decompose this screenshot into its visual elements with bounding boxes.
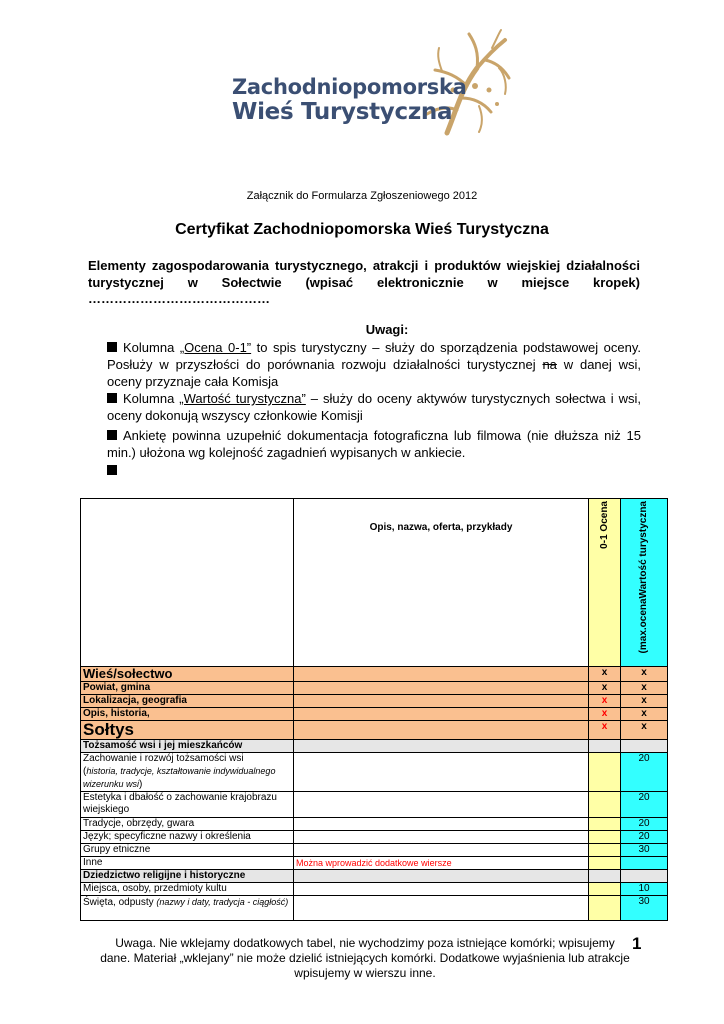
table-row — [81, 857, 668, 870]
value-cell: 10 — [621, 883, 668, 896]
section-cell — [294, 870, 589, 883]
row-label: Inne — [81, 857, 294, 870]
table-row — [81, 708, 668, 721]
section-cell — [621, 870, 668, 883]
value-cell: 30 — [621, 896, 668, 921]
intro-dots-field[interactable]: …………………………………… — [88, 291, 270, 306]
row-label: Grupy etniczne — [81, 844, 294, 857]
value-cell: 20 — [621, 818, 668, 831]
table-row — [81, 844, 668, 857]
score-cell: x — [589, 721, 621, 740]
intro-text: Elementy zagospodarowania turystycznego, atrakcji i produktów wiejskiej działalności turystycznej w Sołectwie (wpisać elektronicznie w miejsce kropek) — [88, 258, 640, 290]
value-cell: 30 — [621, 844, 668, 857]
value-cell: 20 — [621, 792, 668, 818]
table-row — [81, 831, 668, 844]
note-2-text-b: – służy do oceny aktywów turystycznych sołectwa i wsi, oceny dokonują wszyscy członkowie Komisji — [107, 391, 642, 423]
score-cell[interactable] — [589, 896, 621, 921]
value-cell: x — [621, 695, 668, 708]
table-row — [81, 896, 668, 921]
header-empty-cell — [81, 499, 294, 667]
note-1-text-b: to spis turystyczny – służy do sporządzenia podstawowej oceny. Posłuży w przyszłości do porównania rozwoju działalności turystycznej — [107, 340, 641, 372]
row-label: Powiat, gmina — [81, 682, 294, 695]
page-number: 1 — [632, 934, 642, 953]
row-label: Zachowanie i rozwój tożsamości wsi (historia, tradycje, kształtowanie indywidualnego wizerunku wsi) — [81, 753, 294, 792]
annex-label: Załącznik do Formularza Zgłoszeniowego 2012 — [246, 190, 478, 202]
section-label: Dziedzictwo religijne i historyczne — [81, 870, 294, 883]
row-label: Święta, odpusty (nazwy i daty, tradycja - ciągłość) — [81, 896, 294, 921]
tourism-elements-table — [80, 498, 668, 921]
value-cell: 20 — [621, 753, 668, 792]
note-1-text-c: w danej wsi, oceny przyznaje cała Komisja — [107, 357, 642, 389]
section-cell — [589, 870, 621, 883]
description-cell[interactable] — [294, 667, 589, 682]
score-cell[interactable] — [589, 818, 621, 831]
section-cell — [589, 740, 621, 753]
description-cell[interactable] — [294, 721, 589, 740]
note-1-text-a: Kolumna — [123, 340, 180, 355]
section-cell — [621, 740, 668, 753]
score-cell[interactable] — [589, 844, 621, 857]
description-cell[interactable] — [294, 708, 589, 721]
row-label: Estetyka i dbałość o zachowanie krajobrazu wiejskiego — [81, 792, 294, 818]
score-cell: x — [589, 682, 621, 695]
value-cell: x — [621, 667, 668, 682]
value-cell — [621, 857, 668, 870]
bullet-square-icon — [107, 430, 117, 440]
row-label: Miejsca, osoby, przedmioty kultu — [81, 883, 294, 896]
value-cell: x — [621, 708, 668, 721]
notes-heading: Uwagi: — [365, 322, 409, 337]
header-description: Opis, nazwa, oferta, przykłady — [294, 499, 589, 667]
table-row — [81, 695, 668, 708]
description-cell[interactable] — [294, 695, 589, 708]
description-cell[interactable] — [294, 818, 589, 831]
score-cell: x — [589, 667, 621, 682]
header-score-0-1: 0-1 Ocena — [589, 499, 621, 667]
row-label: Sołtys — [81, 721, 294, 740]
table-row — [81, 682, 668, 695]
logo-text-line1: Zachodniopomorska — [232, 75, 467, 99]
description-cell[interactable] — [294, 844, 589, 857]
description-cell[interactable] — [294, 883, 589, 896]
bullet-square-icon — [107, 342, 117, 352]
description-cell[interactable] — [294, 682, 589, 695]
note-2-text-a: Kolumna — [123, 391, 180, 406]
value-cell: x — [621, 682, 668, 695]
score-cell: x — [589, 708, 621, 721]
table-row — [81, 883, 668, 896]
score-cell: x — [589, 695, 621, 708]
section-label: Tożsamość wsi i jej mieszkańców — [81, 740, 294, 753]
description-cell[interactable] — [294, 896, 589, 921]
table-row — [81, 667, 668, 682]
description-cell[interactable]: Można wprowadzić dodatkowe wiersze — [294, 857, 589, 870]
note-2-column-name: „Wartość turystyczna” — [179, 391, 306, 406]
score-cell[interactable] — [589, 753, 621, 792]
value-cell: 20 — [621, 831, 668, 844]
footer-note: Uwaga. Nie wklejamy dodatkowych tabel, nie wychodzimy poza istniejące komórki; wpisujemy dane. Materiał „wklejany” nie może dzielić istniejących komórki. Dodatkowe wyjaśnienia lub atrakcje wpisujemy w wierszu inne. — [100, 936, 630, 980]
row-label: Tradycje, obrzędy, gwara — [81, 818, 294, 831]
note-3-text: Ankietę powinna uzupełnić dokumentacja fotograficzna lub filmowa (nie dłuższa niż 15 min.) ułożona wg kolejność zagadnień wypisanych w ankiecie. — [107, 428, 641, 460]
table-row — [81, 792, 668, 818]
row-label: Wieś/sołectwo — [81, 667, 294, 682]
table-header-row — [81, 499, 668, 667]
table-row — [81, 753, 668, 792]
note-3 — [107, 427, 641, 461]
page-title: Certyfikat Zachodniopomorska Wieś Turystyczna — [175, 221, 549, 238]
note-1-column-name: „Ocena 0-1” — [179, 340, 252, 355]
score-cell[interactable] — [589, 857, 621, 870]
score-cell[interactable] — [589, 883, 621, 896]
row-label: Opis, historia, — [81, 708, 294, 721]
note-1 — [107, 339, 641, 390]
note-2 — [107, 390, 641, 424]
logo-text-line2: Wieś Turystyczna — [232, 99, 453, 125]
row-label: Lokalizacja, geografia — [81, 695, 294, 708]
description-cell[interactable] — [294, 753, 589, 792]
score-cell[interactable] — [589, 831, 621, 844]
bullet-square-icon — [107, 465, 117, 475]
description-cell[interactable] — [294, 792, 589, 818]
value-cell: x — [621, 721, 668, 740]
note-4-empty — [107, 462, 641, 479]
row-label: Język; specyficzne nazwy i określenia — [81, 831, 294, 844]
logo — [222, 28, 518, 148]
section-row — [81, 740, 668, 753]
score-cell[interactable] — [589, 792, 621, 818]
bullet-square-icon — [107, 393, 117, 403]
note-1-strike: na — [542, 357, 557, 372]
section-cell — [294, 740, 589, 753]
description-cell[interactable] — [294, 831, 589, 844]
section-row — [81, 870, 668, 883]
table-row — [81, 818, 668, 831]
table-row — [81, 721, 668, 740]
header-tourist-value: (max.ocenaWartość turystyczna — [621, 499, 668, 667]
